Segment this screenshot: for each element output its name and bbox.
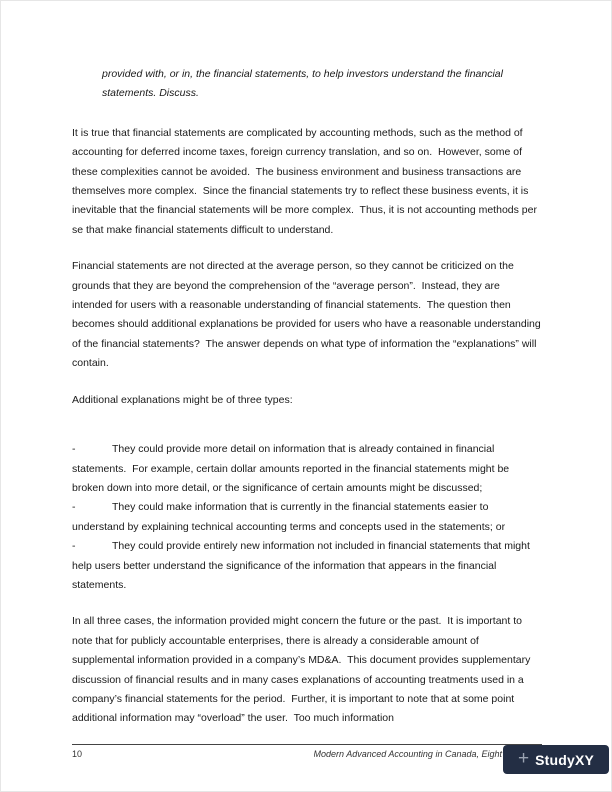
list-item (72, 498, 542, 537)
paragraph-1: It is true that financial statements are complicated by accounting methods, such as the method of accounting for deferred income taxes, foreign currency translation, and so on. However, some of these complexities cannot be avoided. The business environment and business transactions are themselves more complex. Since the financial statements try to reflect these business events, it is inevitable that the financial statements will be more complex. Thus, it is not accounting methods per se that make financial statements difficult to understand. (72, 126, 540, 236)
list-item-text: They could make information that is currently in the financial statements easier to understand by explaining technical accounting terms and concepts used in the statements; or (72, 501, 506, 533)
page-content (72, 65, 542, 746)
plus-icon: + (517, 748, 530, 769)
list-item-dash: - (72, 501, 76, 514)
paragraph-2: Financial statements are not directed at the average person, so they cannot be criticized on the grounds that they are beyond the comprehension of the “average person”. Instead, they are intended for users with a reasonable understanding of financial statements. The question then becomes should additional explanations be provided for users who have a reasonable understanding of the financial statements? The answer depends on what type of information the “explanations” will contain. (72, 260, 544, 370)
list-item (72, 537, 542, 595)
list-item-text: They could provide entirely new information not included in financial statements that might help users better understand the significance of the information that appears in the financial statements. (72, 540, 533, 591)
list-item-text: They could provide more detail on information that is already contained in financial statements. For example, certain dollar amounts reported in the financial statements might be broken down into more detail, or the significance of certain amounts might be discussed; (72, 443, 513, 494)
paragraph-3: Additional explanations might be of three types: (72, 393, 293, 406)
page-footer (72, 744, 542, 761)
list-item (72, 440, 542, 498)
paragraph-4: In all three cases, the information provided might concern the future or the past. It is important to note that for publicly accountable enterprises, there is already a considerable amount of supplemental information provided in a company’s MD&A. This document provides supplementary discussion of financial results and in many cases explanations of accounting treatments used in a company’s financial statements for the period. Further, it is important to note that at some point additional information may “overload” the user. Too much information (72, 615, 534, 725)
page-number: 10 (72, 749, 83, 759)
bullet-list (72, 440, 542, 595)
question-text: provided with, or in, the financial statements, to help investors understand the financial statements. Discuss. (102, 68, 506, 100)
list-item-dash: - (72, 540, 76, 553)
book-title: Modern Advanced Accounting in Canada, Eight (313, 749, 502, 759)
list-item-dash: - (72, 443, 76, 456)
studyxy-logo (503, 745, 609, 774)
brand-name: StudyXY (535, 751, 595, 768)
